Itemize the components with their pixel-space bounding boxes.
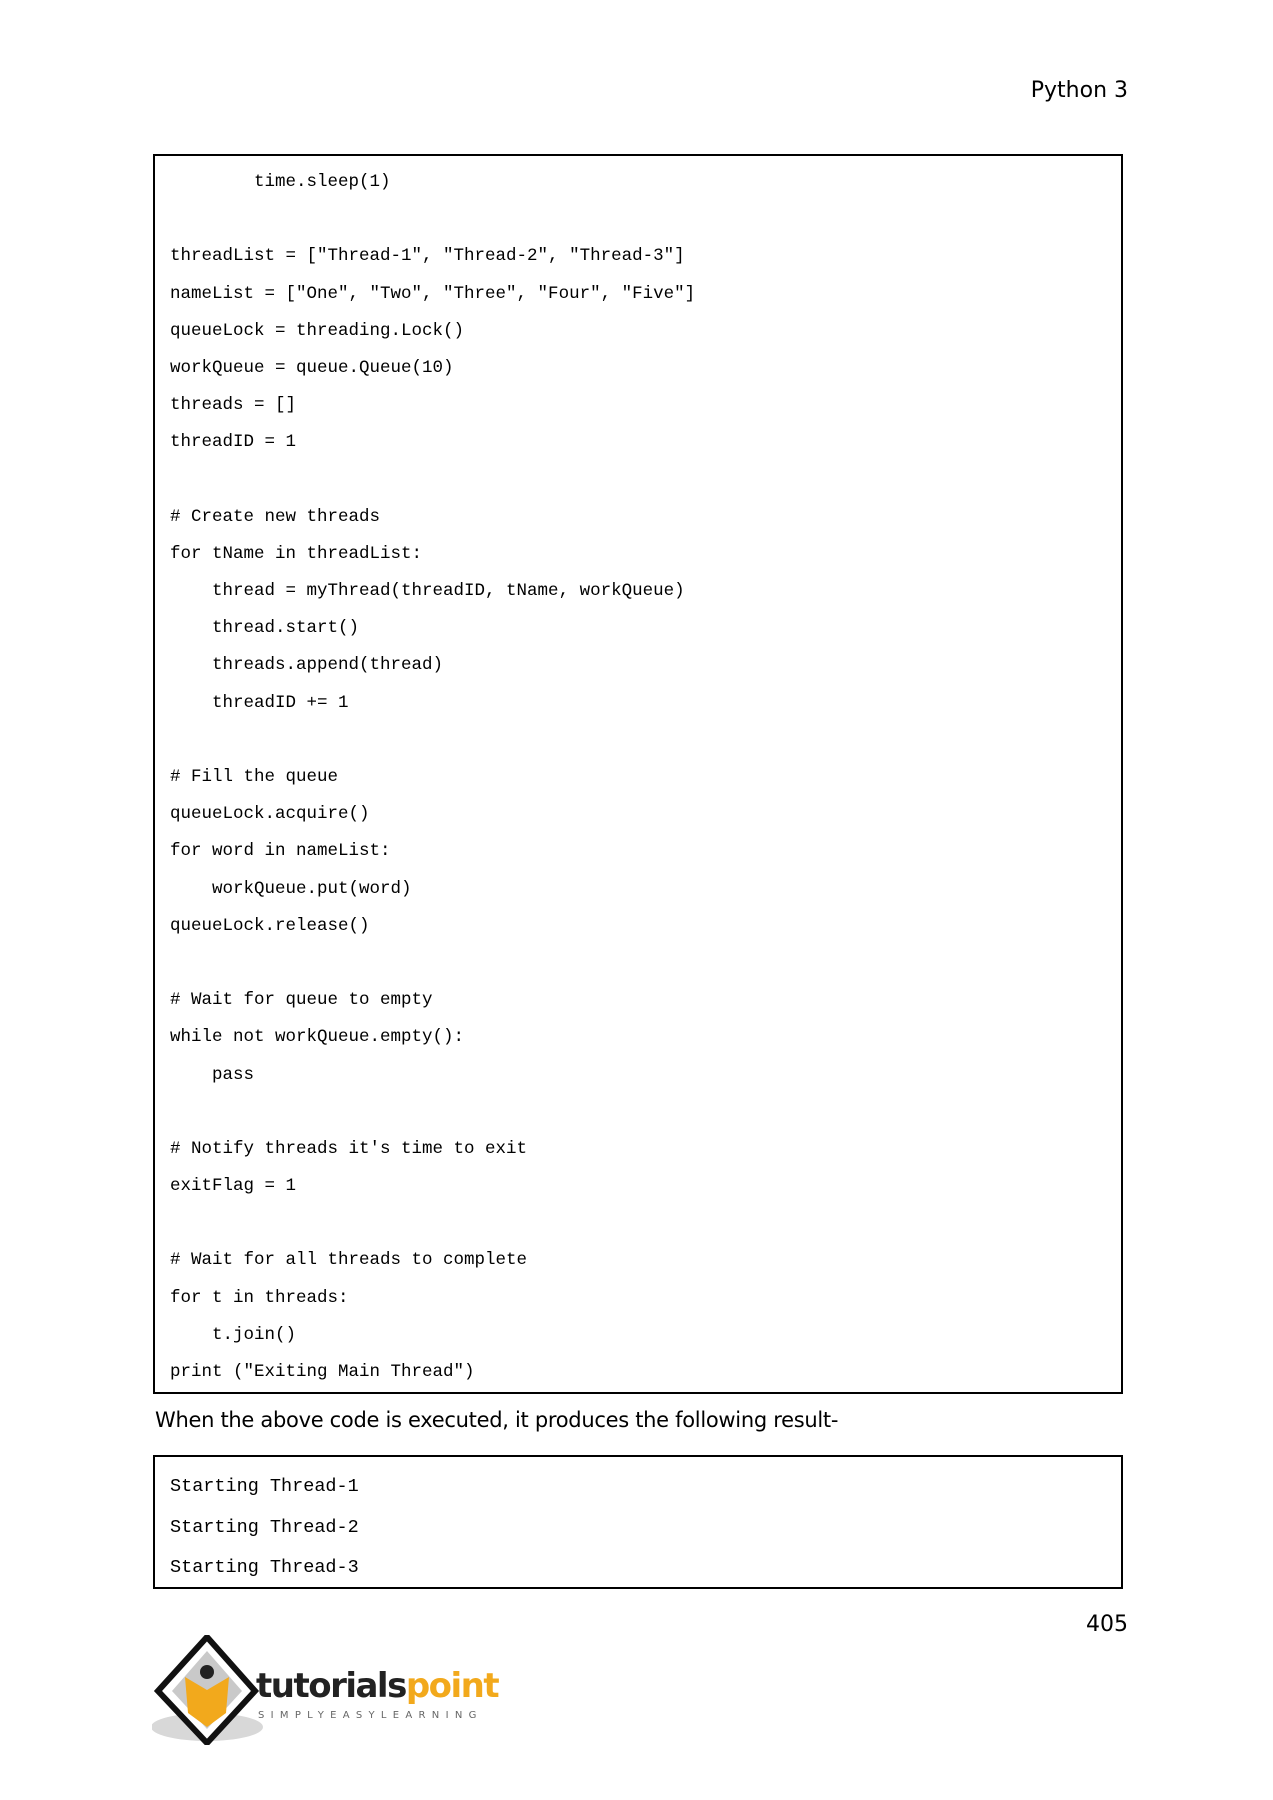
code-line: pass [170, 1064, 255, 1085]
code-line: threadList = ["Thread-1", "Thread-2", "Thread-3"] [170, 246, 685, 267]
code-block [153, 154, 1123, 1394]
code-line: for word in nameList: [170, 841, 391, 862]
code-line: for t in threads: [170, 1287, 349, 1308]
code-line [170, 462, 695, 499]
code-line: # Wait for queue to empty [170, 990, 433, 1011]
code-line: exitFlag = 1 [170, 1176, 297, 1197]
code-line: threads.append(thread) [170, 655, 444, 676]
code-line: thread = myThread(threadID, tName, workQueue) [170, 581, 685, 602]
code-line: threads = [] [170, 395, 297, 416]
code-line: # Notify threads it's time to exit [170, 1138, 528, 1159]
code-line: queueLock.release() [170, 915, 370, 936]
code-line: # Fill the queue [170, 767, 339, 787]
running-header: Python 3 [1030, 78, 1128, 103]
code-line: while not workQueue.empty(): [170, 1027, 465, 1048]
code-line: threadID = 1 [170, 432, 297, 453]
result-intro-text: When the above code is executed, it produces the following result- [155, 1408, 839, 1432]
code-line [170, 1094, 695, 1131]
code-line: workQueue = queue.Queue(10) [170, 357, 454, 378]
svg-text:tutorialspoint: tutorialspoint [256, 1666, 499, 1706]
code-line: print ("Exiting Main Thread") [170, 1362, 475, 1382]
code-line [170, 722, 695, 759]
code-line: t.join() [170, 1324, 297, 1345]
output-line: Starting Thread-3 [170, 1557, 359, 1578]
output-line: Starting Thread-1 [170, 1476, 359, 1497]
svg-text:SIMPLYEASYLEARNING: SIMPLYEASYLEARNING [258, 1710, 483, 1721]
output-block [153, 1455, 1123, 1589]
tutorialspoint-logo [152, 1635, 522, 1745]
code-line: # Wait for all threads to complete [170, 1250, 528, 1271]
output-listing [170, 1467, 359, 1589]
code-line: for tName in threadList: [170, 543, 423, 564]
code-line [170, 201, 695, 238]
code-line: queueLock.acquire() [170, 804, 370, 825]
code-line: workQueue.put(word) [170, 878, 412, 899]
code-line: time.sleep(1) [170, 172, 391, 192]
page-number: 405 [1086, 1612, 1128, 1637]
code-line: threadID += 1 [170, 692, 349, 713]
logo-icon [152, 1635, 522, 1745]
code-listing [170, 164, 695, 1391]
code-line: thread.start() [170, 618, 360, 639]
code-line: queueLock = threading.Lock() [170, 320, 465, 341]
code-line: # Create new threads [170, 506, 381, 527]
code-line: nameList = ["One", "Two", "Three", "Four", "Five"] [170, 283, 696, 304]
output-line: Starting Thread-2 [170, 1516, 359, 1538]
code-line [170, 945, 695, 982]
code-line [170, 1205, 695, 1242]
